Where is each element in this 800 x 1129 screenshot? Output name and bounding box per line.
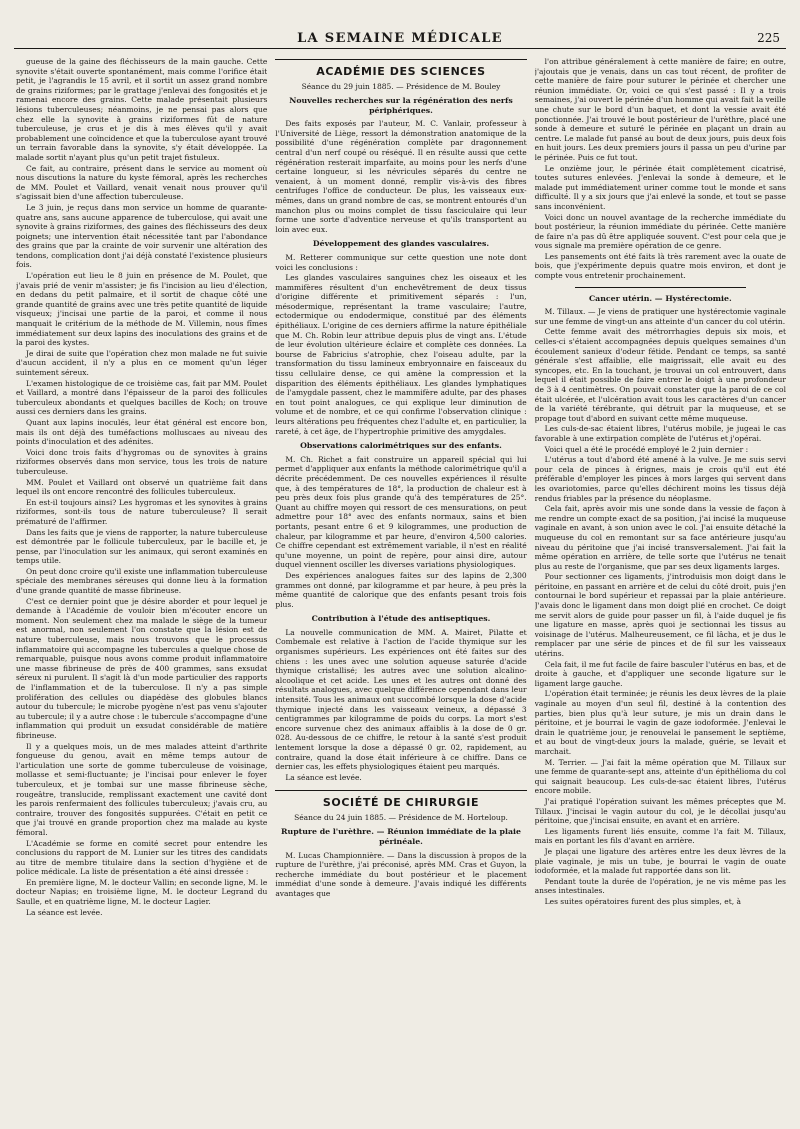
paragraph: Les suites opératoires furent des plus simples, et, à <box>544 896 741 906</box>
paragraph: La séance est levée. <box>26 907 103 917</box>
paragraph: Dans les faits que je viens de rapporter, la nature tuberculeuse est démontrée par le follicule tuberculeux, par le bacille et, je pense, par l'inoculation sur les animaux, qui seront examinés en temps utile. <box>16 527 268 566</box>
paragraph: Cela fait, il me fut facile de faire basculer l'utérus en bas, et de droite à gauche, et d'appliquer une seconde ligature sur le ligament large gauche. <box>534 659 786 688</box>
column-2 <box>275 57 526 1117</box>
paragraph: Les ligaments furent liés ensuite, comme l'a fait M. Tillaux, mais en portant les fils d'avant en arrière. <box>534 826 786 846</box>
paragraph: M. Terrier. — J'ai fait la même opération que M. Tillaux sur une femme de quarante-sept ans, atteinte d'un épithélioma du col qui saignait beaucoup. Les culs-de-sac étaient libres, l'utérus encore mobile. <box>534 757 786 796</box>
paragraph: Cela fait, après avoir mis une sonde dans la vessie de façon à me rendre un compte exact de sa position, j'ai incisé la muqueuse vaginale en avant, à son union avec le col. J'ai ensuite détaché la muqueuse du col en remontant sur sa face antérieure jusqu'au niveau du péritoine que j'ai incisé transversalement. J'ai fait la même opération en arrière, de telle sorte que l'utérus ne tenait plus au reste de l'organisme, que par ses deux ligaments larges. <box>534 504 786 571</box>
article-title-calorimetrie: Observations calorimétriques sur des enfants. <box>300 441 502 451</box>
paragraph: J'ai pratiqué l'opération suivant les mêmes préceptes que M. Tillaux. J'incisai le vagin autour du col, je le décollai jusqu'au péritoine, que j'incisai ensuite, en avant et en arrière. <box>534 796 786 826</box>
paragraph: gueuse de la gaine des fléchisseurs de la main gauche. Cette synovite s'était ouverte spontanément, mais comme l'orifice était petit, je l'agrandis le 15 avril, et il sortit un assez grand nombre de grains riziformes; par le grattage j'enlevai des fongosités et je ramenai encore des grains. Cette malade présentait plusieurs lésions tuberculeuses; néanmoins, je ne pensai pas alors que chez elle la synovite à grains riziformes fût de nature tuberculeuse, je crus et je dis à mes élèves qu'il y avait probablement une coïncidence et que la tuberculose ayant trouvé un terrain favorable dans la synovite, s'y était développée. La malade sortit n'ayant plus qu'un petit trajet fistuleux. <box>16 57 268 162</box>
paragraph: Les glandes vasculaires sanguines chez les oiseaux et les mammifères résultent d'un enchevêtrement de deux tissus d'origine différente et primitivement séparés : l'un, mésodermique, représentant la trame vasculaire; l'autre, ectodermique ou endodermique, constitué par des éléments épithéliaux. L'origine de ces derniers affirme la nature épithéliale que M. Ch. Robin leur attribue depuis plus de vingt ans. L'étude de leur évolution ultérieure éclaire et complète ces données. La bourse de Fabricius s'atrophie, chez l'oiseau adulte, par la transformation du tissu lamineux embryonnaire en faisceaux du tissu cellulaire dense, ce qui amène la compression et la disparition des éléments épithéliaux. Les glandes lymphatiques de l'amygdale passent, chez le mammifère adulte, par des phases en tout point analogues, ce qui explique leur diminution de volume et de nombre, et ce qui confirme l'observation clinique : leurs altérations peu fréquentes chez l'adulte et, en particulier, la rareté, à cet âge, de l'hypertrophie primitive des amygdales. <box>275 273 527 436</box>
page-number: 225 <box>757 31 780 45</box>
article-body-urethre-cont <box>535 57 786 281</box>
article-title-urethre: Rupture de l'urèthre. — Réunion immédiate de la plaie périnéale. <box>281 827 521 846</box>
paragraph: Pour sectionner ces ligaments, j'introduisis mon doigt dans le péritoine, en passant en arrière et de celui du côté droit, puis j'en contournai le bord supérieur et repassai par la plaie antérieure. J'avais donc le ligament dans mon doigt plié en crochet. Ce doigt me servit alors de guide pour passer un fil, à l'aide duquel je fis une ligature en masse, après quoi je sectionnai les tissus au voisinage de l'utérus. Malheureusement, ce fil lâcha, et je dus le remplacer par une série de pinces et de fil sur les vaisseaux utérins. <box>534 572 786 659</box>
article-body-nerfs <box>275 119 526 234</box>
section-title-chirurgie: SOCIÉTÉ DE CHIRURGIE <box>275 790 526 809</box>
text-columns <box>16 57 786 1117</box>
article-title-antiseptiques: Contribution à l'étude des antiseptiques. <box>311 614 491 624</box>
paragraph: C'est ce dernier point que je désire aborder et pour lequel je demande à l'Académie de vouloir bien m'écouter encore un moment. Non seulement chez ma malade le siège de la tumeur est anormal, non seulement l'on constate que la lésion est de nature tuberculeuse, mais nous trouvons que le processus inflammatoire qui accompagne les tubercules a quelque chose de remarquable, puisque nous avons comme produit inflammatoire une masse fibrineuse de près de 400 grammes, sans exsudat séreux ni purulent. Il s'agit là d'un mode particulier des rapports de l'inflammation et de la tuberculose. Il n'y a pas simple prolifération des cellules ou diapédèse des globules blancs autour du tubercule; le microbe pyogène n'est pas venu s'ajouter au tubercule; il y a autre chose : le tubercule s'accompagne d'une inflammation qui produit un exsudat considérable de matière fibrineuse. <box>16 596 268 740</box>
seance-line-chirurgie: Séance du 24 juin 1885. — Présidence de M. Horteloup. <box>294 813 508 823</box>
paragraph: Je dirai de suite que l'opération chez mon malade ne fut suivie d'aucun accident, il n'y a plus en ce moment qu'un léger suintement séreux. <box>16 348 268 377</box>
article-body-terrier <box>535 758 786 907</box>
page-title: LA SEMAINE MÉDICALE <box>297 31 503 46</box>
section-divider <box>575 287 746 288</box>
header-rule <box>14 48 786 49</box>
paragraph: En première ligne, M. le docteur Vallin; en seconde ligne, M. le docteur Napias; en troisième ligne, M. le docteur Legrand du Saulle, et en quatrième ligne, M. le docteur Lagier. <box>16 877 268 907</box>
article-body-antiseptiques <box>275 628 526 783</box>
paragraph: l'on attribue généralement à cette manière de faire; en outre, j'ajoutais que je venais, dans un cas tout récent, de profiter de cette manière de faire pour suturer le périnée et chercher une réunion immédiate. Or, voici ce qui s'est passé : Il y a trois semaines, j'ai ouvert le périnée d'un homme qui avait fait la veille une chute sur le bord d'un baquet, et dont la vessie avait été ponctionnée. J'ai trouvé le bout postérieur de l'urèthre, placé une sonde à demeure et suturé le périnée en plaçant un drain au centre. Le malade fut pansé au bout de deux jours, puis deux fois en huit jours. Les deux premiers jours il passa un peu d'urine par le périnée. Puis ce fut tout. <box>534 57 786 162</box>
paragraph: MM. Poulet et Vaillard ont observé un quatrième fait dans lequel ils ont encore rencontré des follicules tuberculeux. <box>16 477 268 497</box>
paragraph: M. Lucas Championnière. — Dans la discussion à propos de la rupture de l'urèthre, j'ai préconisé, après MM. Cras et Guyon, la recherche immédiate du bout postérieur et le placement immédiat d'une sonde à demeure. J'avais indiqué les différents avantages que <box>275 850 527 898</box>
paragraph: Des faits exposés par l'auteur, M. C. Vanlair, professeur à l'Université de Liège, ressort la démonstration anatomique de la possibilité d'une régénération complète par dragonnement central d'un nerf coupé ou réséqué. Il en résulte aussi que cette régénération resterait imparfaite, au moins pour les nerfs d'une certaine longueur, si les névricules séparés du centre ne venaient, à un moment donné, remplir vis-à-vis des fibres centrifuges l'office de conducteur. De plus, les vaisseaux eux-mêmes, dans un grand nombre de cas, se montrent entourés d'un manchon plus ou moins complet de tissu fasciculaire qui leur forme une sorte d'adventice nerveuse et qu'ils transportent au loin avec eux. <box>275 119 527 234</box>
paragraph: L'Académie se forme en comité secret pour entendre les conclusions du rapport de M. Lunier sur les titres des candidats au titre de membre titulaire dans la section d'hygiène et de police médicale. La liste de présentation a été ainsi dressée : <box>16 838 268 877</box>
section-title-academie: ACADÉMIE DES SCIENCES <box>275 59 526 78</box>
paragraph: Le onzième jour, le périnée était complètement cicatrisé, toutes sutures enlevées. J'enlevai la sonde à demeure, et le malade put immédiatement uriner comme tout le monde et sans difficulté. Il y a six jours que j'ai enlevé la sonde, et tout se passe sans inconvénient. <box>534 163 786 211</box>
paragraph: Il y a quelques mois, un de mes malades atteint d'arthrite fongueuse du genou, avait en même temps autour de l'articulation une sorte de gomme tuberculeuse de voisinage, mollasse et semi-fluctuante; je l'incisai pour enlever le foyer tuberculeux, et je tombai sur une masse fibrineuse sèche, rougeâtre, translucide, remplissant exactement une cavité dont les parois renfermaient des follicules tuberculeux; j'avais cru, au contraire, trouver des fongosités suppurées. C'était en petit ce que j'ai trouvé en grande proportion chez ma malade au kyste fémoral. <box>16 741 268 837</box>
paragraph: Des expériences analogues faites sur des lapins de 2,300 grammes ont donné, par kilogramme et par heure, à peu près la même quantité de calorique que des enfants pesant trois fois plus. <box>275 570 527 609</box>
paragraph: Pendant toute la durée de l'opération, je ne vis même pas les anses intestinales. <box>534 876 786 896</box>
paragraph: M. Tillaux. — Je viens de pratiquer une hystérectomie vaginale sur une femme de vingt-un ans atteinte d'un cancer du col utérin. <box>534 307 786 326</box>
paragraph: Ce fait, au contraire, présent dans le service au moment où nous discutions la nature du kyste fémoral, après les recherches de MM. Poulet et Vaillard, venait venait nous prouver qu'il s'agissait bien d'une affection tuberculeuse. <box>16 163 268 202</box>
article-title-cancer: Cancer utérin. — Hystérectomie. <box>588 293 732 303</box>
paragraph: L'examen histologique de ce troisième cas, fait par MM. Poulet et Vaillard, a montré dans l'épaisseur de la paroi des follicules tuberculeux abondants et quelques bacilles de Koch; on trouve aussi ces derniers dans les grains. <box>16 378 268 417</box>
paragraph: Voici donc un nouvel avantage de la recherche immédiate du bout postérieur, la réunion immédiate du périnée. Cette manière de faire n'a pas dû être appliquée souvent. C'est pour cela que je vous signale ma première opération de ce genre. <box>534 212 786 251</box>
article-body-cancer <box>535 307 786 756</box>
paragraph: Les culs-de-sac étaient libres, l'utérus mobile, je jugeai le cas favorable à une extirpation complète de l'utérus et j'opérai. <box>534 424 786 443</box>
paragraph: M. Ch. Richet a fait construire un appareil spécial qui lui permet d'appliquer aux enfants la méthode calorimétrique qu'il a décrite précédemment. De ces nouvelles expériences il résulte que, à des températures de 18°, la production de chaleur est à peu près deux fois plus grande qu'à des températures de 25°. Quant au chiffre moyen qui ressort de ces mensurations, on peut admettre pour 18° avec des enfants normaux, sains et bien portants, pesant entre 6 et 9 kilogrammes, une production de chaleur, par kilogramme et par heure, d'environ 4,500 calories. Ce chiffre cependant est extrêmement variable, il n'est en réalité qu'une moyenne, un point de repère, pour ainsi dire, autour duquel viennent osciller les diverses variations physiologiques. <box>275 454 527 570</box>
article-body-glandes <box>275 253 526 436</box>
paragraph: Quant aux lapins inoculés, leur état général est encore bon, mais ils ont déjà des tuméfactions molluscaes au niveau des points d'inoculation et des adénites. <box>16 417 268 447</box>
paragraph: Cette femme avait des métrorrhagies depuis six mois, et celles-ci s'étaient accompagnées depuis quelques semaines d'un écoulement sanieux d'odeur fétide. Pendant ce temps, sa santé générale s'est affaiblie, elle maigrissait, elle avait eu des syncopes, etc. En la touchant, je trouvai un col entrouvert, dans lequel il était possible de faire entrer le doigt à une profondeur de 3 à 4 centimètres. On pouvait constater que la paroi de ce col était ulcérée, et l'ulcération avait tous les caractères d'un cancer de la variété térébrante, qui détruit par la muqueuse, et se propage tout d'abord en suivant cette même muqueuse. <box>534 327 786 423</box>
column-1 <box>16 57 267 1117</box>
paragraph: La séance est levée. <box>285 772 362 782</box>
paragraph: Voici quel a été le procédé employé le 2 juin dernier : <box>544 444 749 454</box>
article-title-glandes: Développement des glandes vasculaires. <box>312 239 490 249</box>
paragraph: Je plaçai une ligature des artères entre les deux lèvres de la plaie vaginale, je mis un tube, je bourrai le vagin de ouate iodoformée, et la malade fut rapportée dans son lit. <box>534 846 786 876</box>
paragraph: L'opération était terminée; je réunis les deux lèvres de la plaie vaginale au moyen d'un seul fil, destiné à la contention des parties, bien plus qu'à leur suture, je mis un drain dans le péritoine, et je bourrai le vagin de gaze iodoformée. J'enlevai le drain le quatrième jour, je renouvelai le pansement le septième, et au bout de vingt-deux jours la malade, guérie, se levait et marchait. <box>534 689 786 756</box>
paragraph: Le 3 juin, je reçus dans mon service un homme de quarante-quatre ans, sans aucune apparence de tuberculose, qui avait une synovite à grains riziformes, des gaines des fléchisseurs des deux poignets; une intervention était nécessitée tant par l'abondance des grains que par la crainte de voir survenir une altération des tendons, complication dont j'ai déjà constaté l'existence plusieurs fois. <box>16 202 268 270</box>
paragraph: En est-il toujours ainsi? Les hygromas et les synovites à grains riziformes, sont-ils tous de nature tuberculeuse? Il serait prématuré de l'affirmer. <box>16 497 268 526</box>
paragraph: La nouvelle communication de MM. A. Mairet, Pilatte et Combemale est relative à l'action de l'acide thymique sur les organismes supérieurs. Les expériences ont été faites sur des chiens : les unes avec une solution aqueuse saturée d'acide thymique cristallisé; les autres avec une solution alcalino-alcoolique et cet acide. Les unes et les autres ont donné des résultats analogues, avec quelque différence cependant dans leur intensité. Tous les animaux ont succombé lorsque la dose d'acide thymique injecté dans les vaisseaux veineux, a dépassé 3 centigrammes par kilogramme de poids du corps. La mort s'est encore survenue chez des animaux affaiblis à la dose de 0 gr. 028. Au-dessous de ce chiffre, le retour à la santé s'est produit lentement lorsque la dose a dépassé 0 gr. 02, rapidement, au contraire, quand la dose était inférieure à ce chiffre. Dans ce dernier cas, les effets physiologiques étaient peu marqués. <box>275 627 527 772</box>
paragraph: Voici donc trois faits d'hygromas ou de synovites à grains riziformes observés dans mon service, tous les trois de nature tuberculeuse. <box>16 447 268 476</box>
article-title-nerfs: Nouvelles recherches sur la régénération des nerfs périphériques. <box>289 96 513 115</box>
paragraph: L'utérus a tout d'abord été amené à la vulve. Je me suis servi pour cela de pinces à érignes, mais je crois qu'il eut été préférable d'employer les pinces à mors larges qui servent dans les ovariotomies, parce qu'elles déchirent moins les tissus déjà rendus friables par la présence du néoplasme. <box>534 455 786 503</box>
paragraph: On peut donc croire qu'il existe une inflammation tuberculeuse spéciale des membranes séreuses qui donne lieu à la formation d'une grande quantité de masse fibrineuse. <box>16 566 268 596</box>
paragraph: Les pansements ont été faits là très rarement avec la ouate de bois, que j'expérimente depuis quatre mois environ, et dont je compte vous entretenir prochainement. <box>534 251 786 281</box>
article-body-urethre <box>275 851 526 899</box>
article-body-calorimetrie <box>275 455 526 610</box>
seance-line: Séance du 29 juin 1885. — Présidence de M. Bouley <box>301 82 501 91</box>
paragraph: L'opération eut lieu le 8 juin en présence de M. Poulet, que j'avais prié de venir m'assister; je fis l'incision au lieu d'élection, en dedans du petit palmaire, et il sortit de chaque côté une grande quantité de grains avec une très petite quantité de liquide visqueux; j'incisai une partie de la paroi, et comme il nous manquait le critérium de la méthode de M. Villemin, nous fîmes immédiatement sur deux lapins des inoculations des grains et de la paroi des kystes. <box>16 271 268 348</box>
paragraph: M. Retterer communique sur cette question une note dont voici les conclusions : <box>275 252 527 272</box>
column-3 <box>535 57 786 1117</box>
